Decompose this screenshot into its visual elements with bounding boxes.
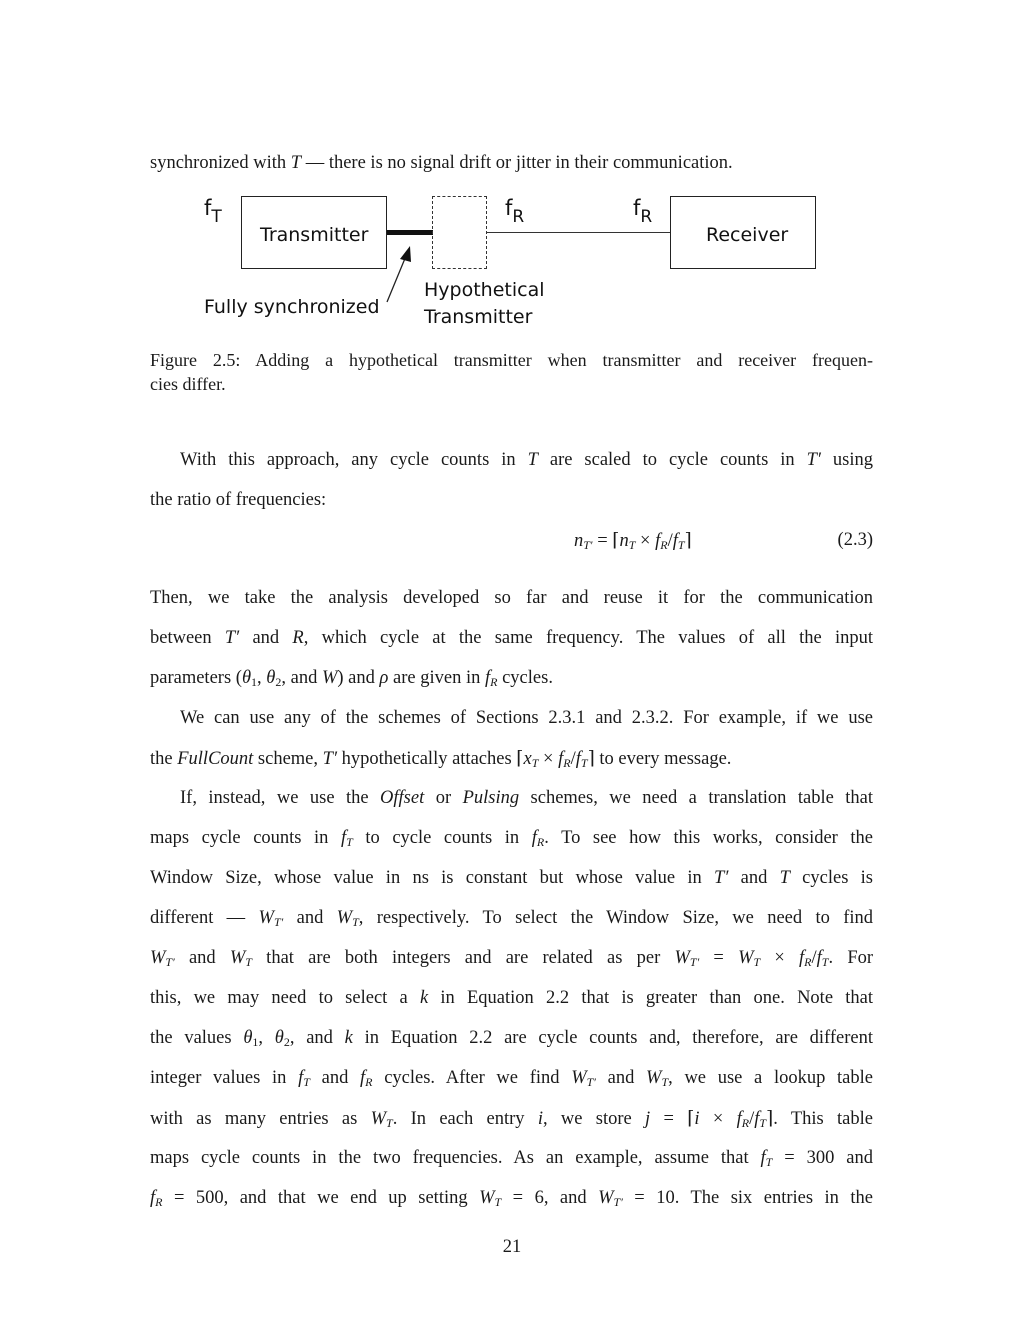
- para2-line1: Then, we take the analysis developed so far and reuse it for the communication: [150, 588, 873, 608]
- para4-line11: $f_R = 500$, and that we end up setting $W_T = 6$, and $W_{T'} = 10$. The six entries in the: [150, 1188, 873, 1209]
- para4-line7: the values $\theta_1$, $\theta_2$, and k in Equation 2.2 are cycle counts and, therefore, are different: [150, 1028, 874, 1049]
- para3-line2: the FullCount scheme, T′ hypothetically attaches $⌈x_T$ × $f_R/f_T⌉$ to every message.: [150, 749, 732, 770]
- transmitter-box: [241, 196, 387, 269]
- intro-line: synchronized with T — there is no signal drift or jitter in their communication.: [150, 153, 733, 173]
- equation-number: (2.3): [837, 530, 873, 550]
- link-line: [487, 232, 670, 233]
- para4-line6: this, we may need to select a k in Equation 2.2 that is greater than one. Note that: [150, 988, 873, 1008]
- freq-label-r-right: $f_R$: [633, 196, 653, 227]
- para4-line9: with as many entries as $W_T$. In each entry i, we store j = ⌈i × $f_R/f_T⌉$. This table: [150, 1109, 873, 1130]
- para3-line1: We can use any of the schemes of Sections 2.3.1 and 2.3.2. For example, if we use: [180, 708, 873, 728]
- receiver-box: [670, 196, 816, 269]
- transmitter-label: Transmitter: [260, 224, 369, 246]
- para1-line2: the ratio of frequencies:: [150, 490, 327, 510]
- para2-line2: between T′ and R, which cycle at the same frequency. The values of all the input: [150, 628, 873, 648]
- sync-thick-link: [387, 230, 433, 235]
- para4-line10: maps cycle counts in the two frequencies. As an example, assume that $f_T = 300$ and: [150, 1148, 873, 1169]
- receiver-label: Receiver: [706, 224, 789, 246]
- equation-2-3: [150, 530, 873, 554]
- freq-label-t: $f_T$: [204, 196, 222, 227]
- hypothetical-transmitter-box: [432, 196, 487, 269]
- equation-body: $n_{T'}$ = $⌈n_T$ × $f_R/f_T⌉$: [574, 531, 692, 552]
- hypothetical-label-line1: Hypothetical: [424, 279, 545, 301]
- figure-caption: Figure 2.5: Adding a hypothetical transmitter when transmitter and receiver frequen- cies differ.: [150, 350, 873, 394]
- para4-line4: different — $W_{T'}$ and $W_T$, respectively. To select the Window Size, we need to find: [150, 908, 873, 929]
- para4-line3: Window Size, whose value in ns is constant but whose value in T′ and T cycles is: [150, 868, 873, 888]
- page-number: 21: [502, 1237, 522, 1257]
- para4-line8: integer values in $f_T$ and $f_R$ cycles. After we find $W_{T'}$ and $W_T$, we use a lookup table: [150, 1068, 873, 1089]
- para4-line2: maps cycle counts in $f_T$ to cycle counts in $f_R$. To see how this works, consider the: [150, 828, 874, 849]
- fully-synchronized-label: Fully synchronized: [204, 296, 380, 318]
- para4-line5: $W_{T'}$ and $W_T$ that are both integers and are related as per $W_{T'} = W_T \times f_R/f_T$. For: [150, 948, 874, 969]
- freq-label-r-left: $f_R$: [505, 196, 525, 227]
- para1-line1: With this approach, any cycle counts in T are scaled to cycle counts in T′ using: [180, 450, 873, 470]
- para4-line1: If, instead, we use the Offset or Pulsing schemes, we need a translation table that: [180, 788, 873, 808]
- figure-2-5: [0, 0, 1024, 400]
- para2-line3: parameters ($\theta_1$, $\theta_2$, and W) and ρ are given in $f_R$ cycles.: [150, 668, 553, 689]
- pointer-arrow-icon: [380, 240, 420, 310]
- hypothetical-label-line2: Transmitter: [424, 306, 533, 328]
